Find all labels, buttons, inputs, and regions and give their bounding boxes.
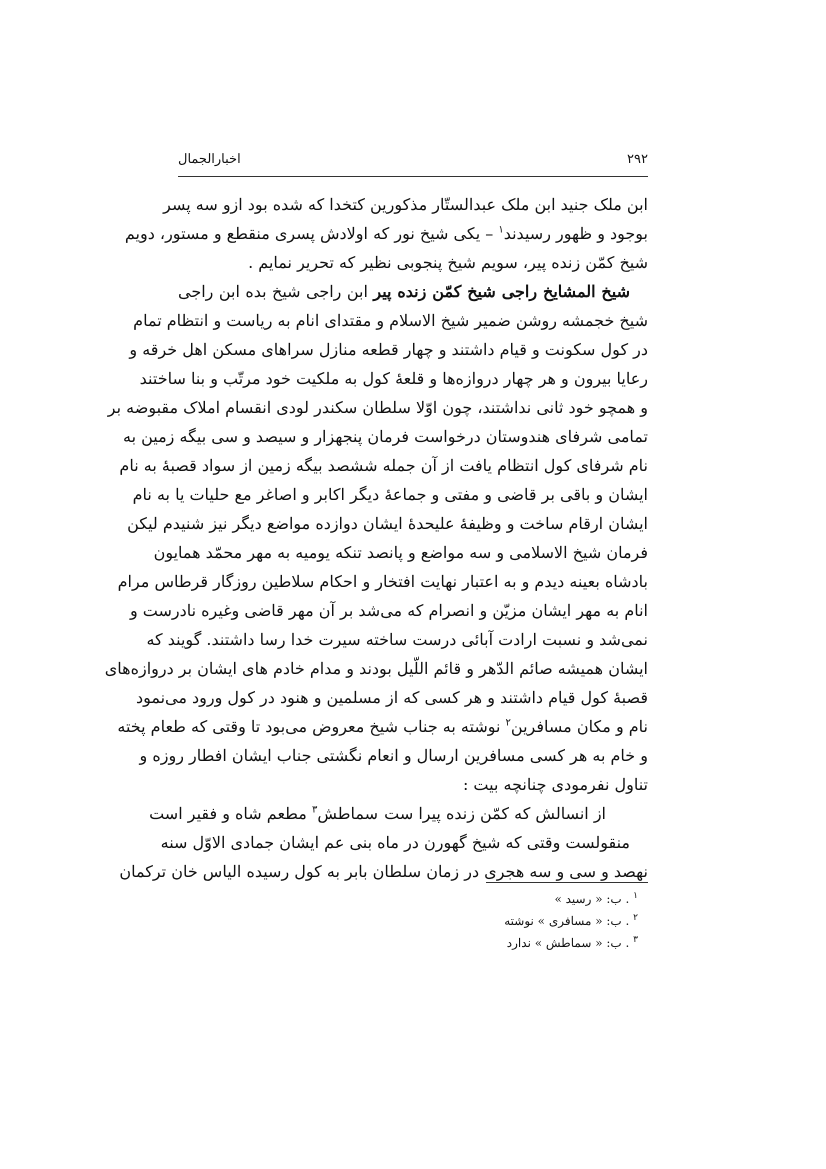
footnote-text: . ب: « رسید » <box>554 892 630 906</box>
text-segment: نوشته به جناب شیخ معروض می‌بود تا وقتی که طعام پخته <box>117 717 501 736</box>
text-line <box>178 277 648 306</box>
text-line: شیخ کمّن زنده پیر، سویم شیخ پنجوبی نظیر که تحریر نمایم . <box>248 253 648 272</box>
footnote-divider <box>486 882 648 883</box>
text-segment: سماطش <box>317 804 378 823</box>
footnotes <box>178 888 648 954</box>
text-line: نهصد و سی و سه هجری در زمان سلطان بابر به کول رسیده الیاس خان ترکمان <box>119 862 648 881</box>
text-line: نمی‌شد و نسبت ارادت آبائی درست ساخته سیرت خدا رسا داشتند. گویند که <box>146 630 648 649</box>
text-segment: بوجود و ظهور رسیدند <box>503 224 648 243</box>
footnote <box>178 888 648 910</box>
text-line: در کول سکونت و قیام داشتند و چهار قطعه منازل سراهای مسکن اهل خرقه و <box>129 340 648 359</box>
text-line: رعایا بیرون و هر چهار دروازه‌ها و قلعهٔ کول به ملکیت خود مرتّب و بنا ساختند <box>139 369 648 388</box>
footnote-text: . ب: « مسافری » نوشته <box>504 914 630 928</box>
text-line: نام شرفای کول انتظام یافت از آن جمله ششصد بیگه زمین از سواد قصبهٔ به نام <box>119 456 648 475</box>
text-line: تمامی شرفای هندوستان درخواست فرمان پنجهزار و سیصد و سی بیگه زمین به <box>122 427 648 446</box>
page-number: ۲۹۲ <box>627 152 648 167</box>
text-segment: نام و مکان مسافرین <box>510 717 648 736</box>
footnote-text: . ب: « سماطش » ندارد <box>506 936 630 950</box>
text-line: ابن ملک جنید ابن ملک عبدالستّار مذکورین کتخدا که شده بود ازو سه پسر <box>163 195 648 214</box>
text-segment: – یکی شیخ نور که اولادش پسری منقطع و مستور، دویم <box>124 224 494 243</box>
text-segment: ابن راجی شیخ بده ابن راجی <box>178 282 368 301</box>
header-divider <box>178 176 648 177</box>
text-line: ایشان همیشه صائم الدّهر و قائم اللّیل بودند و مدام خادم های ایشان بر دروازه‌های <box>104 659 648 678</box>
text-line: و خام به هر کسی مسافرین ارسال و انعام نگشتی جناب ایشان افطار روزه و <box>139 746 648 765</box>
text-line: فرمان شیخ الاسلامی و سه مواضع و پانصد تنکه یومیه به مهر محمّد همایون <box>153 543 648 562</box>
footnote-ref: ۳ <box>311 804 318 816</box>
section-heading: شیخ المشایخ راجی شیخ کمّن زنده پیر <box>373 282 630 301</box>
text-line: انام به مهر ایشان مزیّن و انصرام که می‌شد بر آن مهر قاضی وغیره نادرست و <box>129 601 648 620</box>
text-segment: مطعم شاه و فقیر است <box>149 804 307 823</box>
text-line: قصبهٔ کول قیام داشتند و هر کسی که از مسلمین و هنود در کول ورود می‌نمود <box>135 688 648 707</box>
footnote-ref: ۲ <box>505 717 511 729</box>
text-line <box>124 219 648 248</box>
text-line: بادشاه بعینه دیدم و به اعتبار نهایت افتخار و احکام سلاطین روزگار قرطاس مرام <box>117 572 648 591</box>
page-header <box>178 148 648 174</box>
text-line <box>117 712 648 741</box>
text-line: تناول نفرمودی چنانچه بیت : <box>462 775 648 794</box>
footnote-mark: ۲ <box>633 913 638 923</box>
verse-line <box>149 799 648 828</box>
text-line: و همچو خود ثانی نداشتند، چون اوّلا سلطان سکندر لودی انقسام املاک مقبوضه بر <box>107 398 648 417</box>
text-line: منقولست وقتی که شیخ گهورن در ماه بنی عم ایشان جمادی الاوّل سنه <box>160 833 630 852</box>
footnote <box>178 932 648 954</box>
footnote-ref: ۱ <box>498 224 504 236</box>
footnote-mark: ۱ <box>633 891 638 901</box>
text-line: ایشان و باقی بر قاضی و مفتی و جماعهٔ دیگر اکابر و اصاغر مع حلیات یا به نام <box>132 485 648 504</box>
verse-hemistich-1: از انسالش که کمّن زنده پیرا ست <box>384 804 606 823</box>
verse-hemistich-2 <box>149 799 378 828</box>
body-text <box>104 190 648 886</box>
text-line: ایشان ارقام ساخت و وظیفهٔ علیحدهٔ ایشان دوازده مواضع دیگر نیز شنیدم لیکن <box>127 514 648 533</box>
text-line: شیخ خجمشه روشن ضمیر شیخ الاسلام و مقتدای انام به ریاست و انتظام تمام <box>133 311 648 330</box>
footnote <box>178 910 648 932</box>
running-title: اخبارالجمال <box>178 152 241 167</box>
footnote-mark: ۳ <box>633 935 638 945</box>
